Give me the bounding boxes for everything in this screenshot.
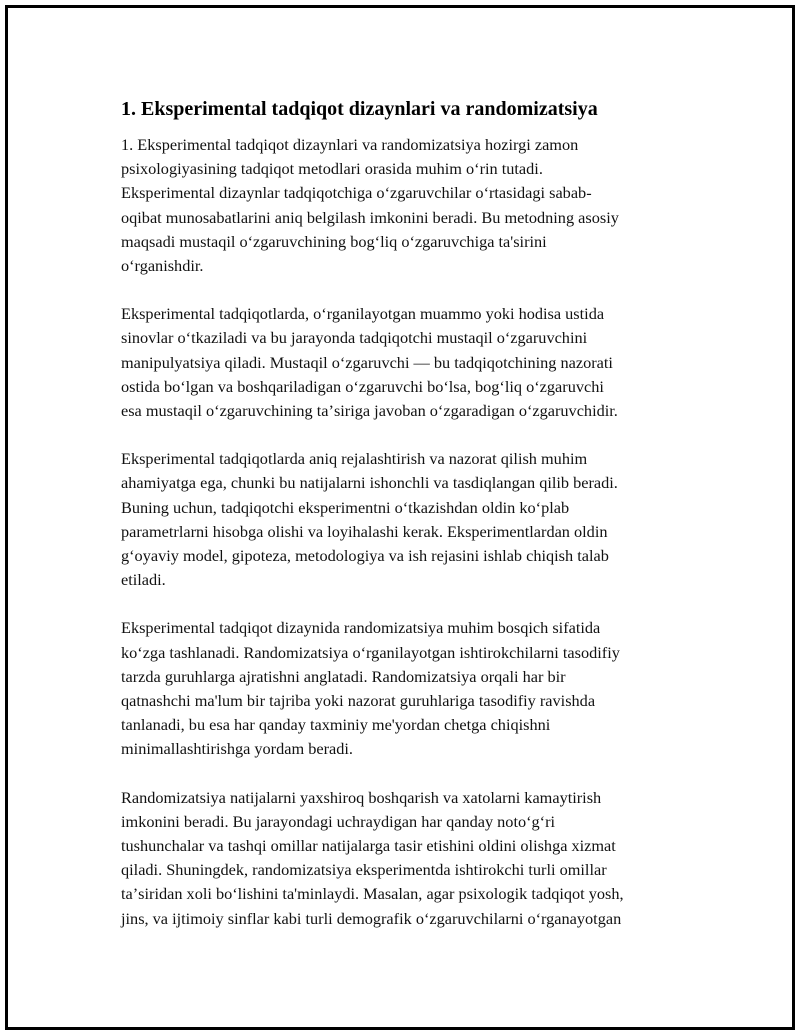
paragraph-2: Eksperimental tadqiqotlarda, oʻrganilayotgan muammo yoki hodisa ustida sinovlar oʻtkaziladi va bu jarayonda tadqiqotchi mustaqil oʻzgaruvchini manipulyatsiya qiladi. Mustaqil oʻzgaruvchi — bu tadqiqotchining nazorati ostida boʻlgan va boshqariladigan oʻzgaruvchi boʻlsa, bogʻliq oʻzgaruvchi esa mustaqil oʻzgaruvchining taʼsiriga javoban oʻzgaradigan oʻzgaruvchidir. <box>121 304 618 421</box>
document-content <box>121 96 691 931</box>
paragraph-3: Eksperimental tadqiqotlarda aniq rejalashtirish va nazorat qilish muhim ahamiyatga ega, chunki bu natijalarni ishonchli va tasdiqlangan qilib beradi. Buning uchun, tadqiqotchi eksperimentni oʻtkazishdan oldin koʻplab parametrlarni hisobga olishi va loyihalashi kerak. Eksperimentlardan oldin gʻoyaviy model, gipoteza, metodologiya va ish rejasini ishlab chiqish talab etiladi. <box>121 449 618 590</box>
paragraph-1: 1. Eksperimental tadqiqot dizaynlari va randomizatsiya hozirgi zamon psixologiyasining tadqiqot metodlari orasida muhim oʻrin tutadi. Eksperimental dizaynlar tadqiqotchiga oʻzgaruvchilar oʻrtasidagi sabab- oqibat munosabatlarini aniq belgilash imkonini beradi. Bu metodning asosiy maqsadi mustaqil oʻzgaruvchining bogʻliq oʻzgaruvchiga ta'sirini oʻrganishdir. <box>121 135 619 276</box>
document-heading: 1. Eksperimental tadqiqot dizaynlari va randomizatsiya <box>121 98 598 120</box>
paragraph-4: Eksperimental tadqiqot dizaynida randomizatsiya muhim bosqich sifatida koʻzga tashlanadi. Randomizatsiya oʻrganilayotgan ishtirokchilarni tasodifiy tarzda guruhlarga ajratishni anglatadi. Randomizatsiya orqali har bir qatnashchi ma'lum bir tajriba yoki nazorat guruhlariga tasodifiy ravishda tanlanadi, bu esa har qanday taxminiy me'yordan chetga chiqishni minimallashtirishga yordam beradi. <box>121 618 620 759</box>
page-frame <box>5 5 795 1030</box>
paragraph-5: Randomizatsiya natijalarni yaxshiroq boshqarish va xatolarni kamaytirish imkonini beradi. Bu jarayondagi uchraydigan har qanday notoʻgʻri tushunchalar va tashqi omillar natijalarga tasir etishini oldini olishga xizmat qiladi. Shuningdek, randomizatsiya eksperimentda ishtirokchi turli omillar taʼsiridan xoli boʻlishini ta'minlaydi. Masalan, agar psixologik tadqiqot yosh, jins, va ijtimoiy sinflar kabi turli demografik oʻzgaruvchilarni oʻrganayotgan <box>121 787 624 928</box>
